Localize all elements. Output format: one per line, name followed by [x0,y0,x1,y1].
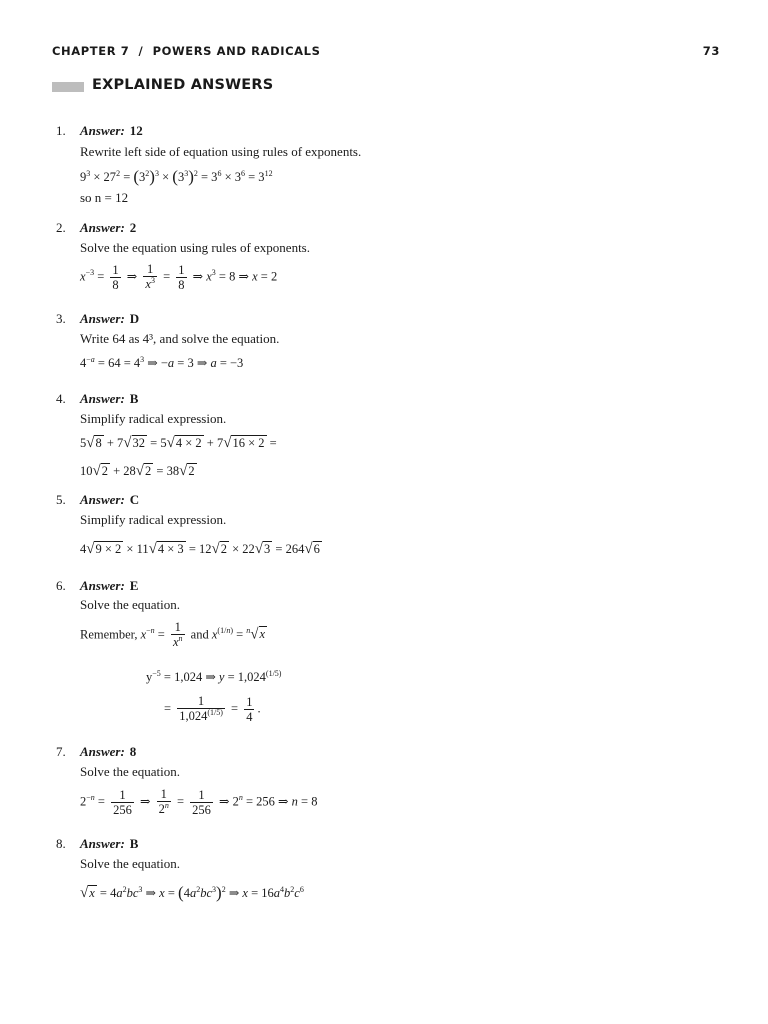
answer-line [80,123,143,139]
answer-line [80,744,136,760]
answer-label: Answer: [80,578,125,593]
item-number: 3. [56,311,66,326]
explanation-text: Rewrite left side of equation using rules of exponents. [80,144,362,159]
answer-value: 8 [129,744,137,759]
answer-label: Answer: [80,123,125,138]
answer-value: E [129,578,139,593]
answer-label: Answer: [80,391,125,406]
answer-value: B [129,391,139,406]
answer-line [80,311,139,327]
item-number: 6. [56,578,66,593]
page-number: 73 [702,44,720,58]
explanation-text: Simplify radical expression. [80,411,227,426]
equation-step-1: $y^{-5} = 1,024$ ⇒ $y = 1,024^{(1/5)}$ [146,669,282,684]
equation: $x^{-3}$ = $\frac{1}{8}$ ⇒ $\frac{1}{x^3}$ = $\frac{1}{8}$ ⇒ $x^3 = 8$ ⇒ x = 2 [80,262,278,292]
item-number: 4. [56,391,66,406]
answer-line [80,492,139,508]
item-number: 1. [56,123,66,138]
explanation-text: Solve the equation. [80,764,181,779]
answer-label: Answer: [80,492,125,507]
equation: 5√8 + 7√32 = 5√4 × 2 + 7√16 × 2 = [80,435,277,451]
item-number: 5. [56,492,66,507]
chapter-title: CHAPTER 7 / POWERS AND RADICALS [52,44,321,58]
equation: $9^3 \times 27^2 = (3^2)^3 \times (3^3)^2 = 3^6 \times 3^6 = 3^{12}$ [80,167,273,186]
answer-line [80,220,136,236]
running-head [52,44,720,58]
equation: $4^{-a} = 64 = 4^3$ ⇒ −a = 3 ⇒ a = −3 [80,355,244,370]
item-number: 2. [56,220,66,235]
answer-line [80,836,138,852]
answer-value: 2 [129,220,137,235]
explanation-text: Simplify radical expression. [80,512,227,527]
answer-value: D [129,311,140,326]
answer-label: Answer: [80,311,125,326]
equation: $2^{-n}$ = $\frac{1}{256}$ ⇒ $\frac{1}{2^n}$ = $\frac{1}{256}$ ⇒ $2^n = 256$ ⇒ n = 8 [80,787,318,817]
explanation-text: Solve the equation. [80,597,181,612]
section-bar [52,82,84,92]
conclusion-text: so n = 12 [80,190,129,205]
answer-label: Answer: [80,220,125,235]
equation-continued: 10√2 + 28√2 = 38√2 [80,463,195,479]
remember-label: Remember, [80,627,138,642]
answer-label: Answer: [80,744,125,759]
equation-step-2: = $\frac{1}{1,024^{(1/5)}}$ = $\frac{1}{4}$ . [164,694,261,724]
explanation-text: Solve the equation using rules of exponents. [80,240,310,255]
item-number: 7. [56,744,66,759]
equation: 4√9 × 2 × 11√4 × 3 = 12√2 × 22√3 = 264√6 [80,541,320,557]
answer-value: C [129,492,140,507]
answer-line [80,391,138,407]
answer-value: 12 [129,123,143,138]
answer-label: Answer: [80,836,125,851]
explanation-text: Solve the equation. [80,856,181,871]
section-title: EXPLAINED ANSWERS [92,77,274,93]
equation-remember: Remember, $x^{-n}$ = $\frac{1}{x^n}$ and $x^{(1/n)} = ^n√x$ [80,620,266,649]
item-number: 8. [56,836,66,851]
answer-value: B [129,836,139,851]
explanation-text: Write 64 as 4³, and solve the equation. [80,331,280,346]
answer-line [80,578,138,594]
equation: $√x = 4a^2bc^3$ ⇒ $x = (4a^2bc^3)^2$ ⇒ $x = 16a^4b^2c^6$ [80,883,304,902]
